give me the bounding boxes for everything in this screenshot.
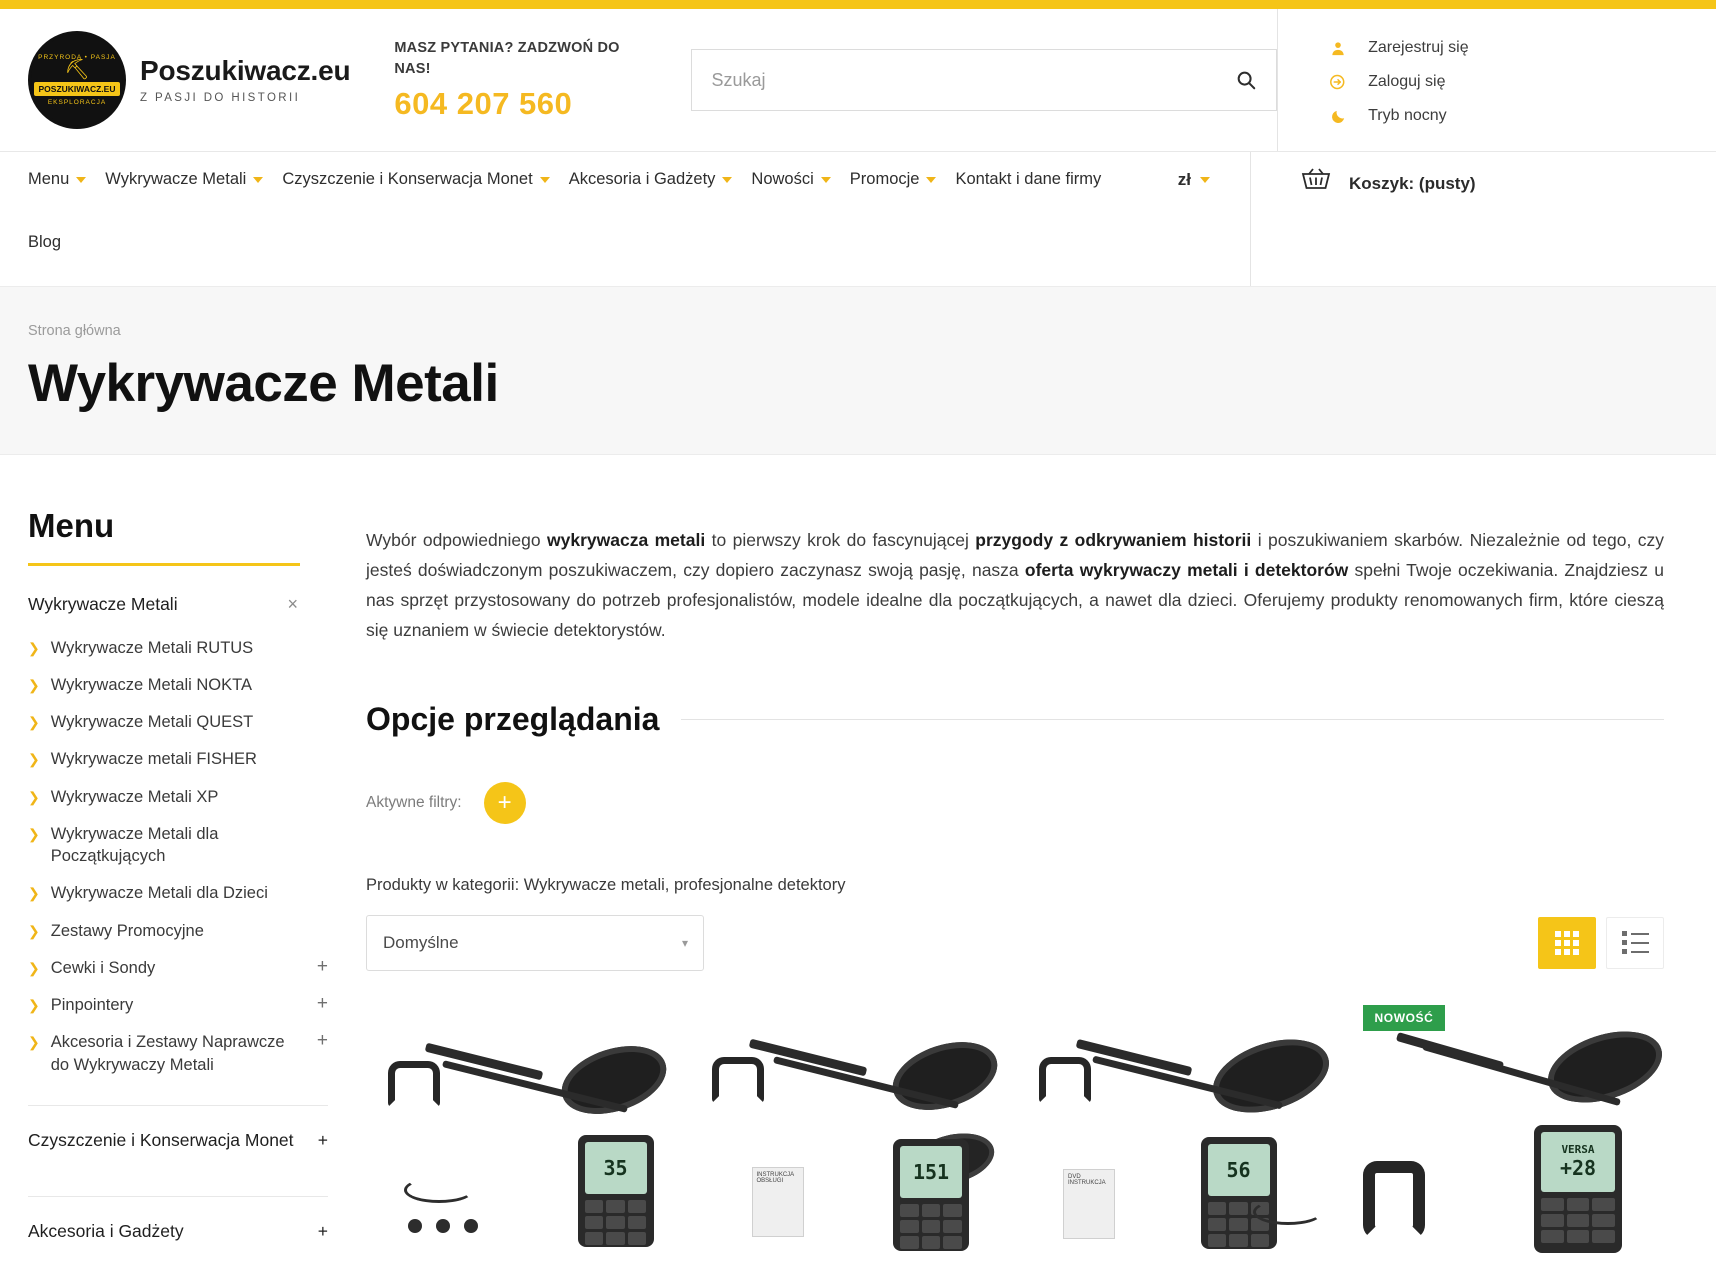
sidebar-links	[28, 629, 328, 1083]
control-value: +28	[1559, 1156, 1597, 1181]
currency-label: zł	[1177, 169, 1191, 189]
nav-label: Akcesoria i Gadżety	[568, 170, 716, 188]
chevron-down-icon	[722, 177, 732, 183]
product-image	[366, 1005, 676, 1255]
brand-tagline: Z PASJI DO HISTORII	[140, 92, 301, 105]
browsing-options-header	[366, 701, 1664, 738]
sidebar-item-fisher[interactable]	[28, 741, 328, 778]
accessory-part	[464, 1219, 478, 1233]
login-link[interactable]	[1328, 65, 1716, 99]
page-title-band	[0, 286, 1716, 455]
logo-detector-icon: ⛏	[64, 59, 90, 81]
cart-button[interactable]	[1301, 168, 1476, 199]
chevron-right-icon: ❯	[28, 639, 40, 656]
sidebar-category-akcesoria[interactable]	[28, 1197, 328, 1265]
intro-part-bold: wykrywacza metali	[547, 529, 706, 550]
control-screen	[1541, 1132, 1615, 1192]
add-filter-button[interactable]: +	[484, 782, 526, 824]
sidebar-item-zestawy-promocyjne[interactable]	[28, 912, 328, 949]
sidebar-category-label: Akcesoria i Gadżety	[28, 1221, 184, 1242]
sidebar-item-rutus[interactable]	[28, 629, 328, 666]
intro-part: to pierwszy krok do fascynującej	[705, 529, 976, 550]
list-view-icon	[1622, 931, 1649, 954]
product-card[interactable]	[1355, 1005, 1665, 1255]
nav-items	[0, 152, 1250, 286]
armrest	[1039, 1057, 1091, 1103]
page-body	[0, 455, 1716, 1265]
top-accent-bar	[0, 0, 1716, 9]
sort-select-wrap[interactable]	[366, 915, 704, 971]
control-screen: 151	[900, 1146, 962, 1198]
list-view-button[interactable]	[1606, 917, 1664, 969]
contact-phone[interactable]: 604 207 560	[394, 86, 573, 122]
control-box	[893, 1139, 969, 1251]
sidebar-item-label: Wykrywacze Metali dla Początkujących	[50, 824, 219, 866]
chevron-down-icon	[76, 177, 86, 183]
product-grid	[366, 1005, 1664, 1255]
section-title: Opcje przeglądania	[366, 700, 660, 737]
nav-label: Wykrywacze Metali	[105, 170, 247, 188]
cable-accessory	[1253, 1199, 1323, 1225]
nav-item-kontakt[interactable]	[955, 152, 1120, 207]
chevron-right-icon: ❯	[28, 1034, 40, 1051]
metal-detector-illustration	[366, 1005, 676, 1255]
register-link[interactable]	[1328, 31, 1716, 65]
brand-name: Poszukiwacz.eu	[140, 54, 351, 86]
intro-part-bold: przygody z odkrywaniem historii	[975, 529, 1252, 550]
upper-shaft	[1395, 1032, 1503, 1071]
user-icon	[1328, 40, 1348, 57]
chevron-right-icon: ❯	[28, 825, 40, 842]
search-input[interactable]	[692, 50, 1277, 110]
expand-icon[interactable]: +	[317, 1130, 328, 1151]
sidebar-item-label: Wykrywacze Metali RUTUS	[50, 638, 254, 657]
search-box[interactable]	[691, 49, 1278, 111]
metal-detector-illustration	[1355, 1005, 1665, 1255]
product-card[interactable]	[1025, 1005, 1335, 1255]
site-header	[0, 9, 1716, 151]
cable-accessory	[404, 1177, 474, 1203]
nav-item-promocje[interactable]	[850, 152, 956, 207]
sidebar-item-label: Zestawy Promocyjne	[50, 921, 204, 940]
chevron-down-icon	[821, 177, 831, 183]
sidebar-item-xp[interactable]	[28, 778, 328, 815]
cart-label: Koszyk: (pusty)	[1349, 173, 1476, 193]
metal-detector-illustration	[696, 1005, 1006, 1255]
search-icon	[1235, 69, 1257, 91]
breadcrumb[interactable]: Strona główna	[28, 323, 121, 339]
contact-question: MASZ PYTANIA? ZADZWOŃ DO NAS!	[394, 39, 620, 77]
manual-booklet: DVD INSTRUKCJA	[1063, 1169, 1115, 1239]
basket-icon	[1301, 168, 1331, 199]
sidebar-item-akcesoria-naprawcze[interactable]	[28, 1024, 328, 1084]
search-button[interactable]	[1226, 60, 1266, 100]
sidebar-item-label: Pinpointery	[50, 996, 134, 1015]
manual-booklet: INSTRUKCJA OBSŁUGI	[752, 1167, 804, 1237]
control-screen: 35	[585, 1142, 647, 1194]
sidebar-category-label: Czyszczenie i Konserwacja Monet	[28, 1130, 294, 1151]
search-coil	[1203, 1026, 1334, 1126]
login-label: Zaloguj się	[1368, 73, 1446, 90]
metal-detector-illustration	[1025, 1005, 1335, 1255]
logo-text	[140, 56, 350, 104]
search-coil	[884, 1030, 1005, 1122]
control-screen: 56	[1208, 1144, 1270, 1196]
category-intro-text	[366, 525, 1664, 645]
product-card[interactable]	[696, 1005, 1006, 1255]
chevron-right-icon: ❯	[28, 885, 40, 902]
sidebar-item-label: Wykrywacze Metali XP	[50, 787, 219, 806]
nav-second-row	[28, 207, 1250, 286]
status-badge: NOWOŚĆ	[1363, 1005, 1446, 1031]
grid-view-button[interactable]	[1538, 917, 1596, 969]
chevron-right-icon: ❯	[28, 714, 40, 731]
currency-selector[interactable]	[1178, 170, 1210, 190]
login-icon	[1328, 73, 1348, 91]
nav-item-nowosci[interactable]	[751, 152, 849, 207]
sidebar-item-nokta[interactable]	[28, 666, 328, 703]
sidebar-item-dzieci[interactable]	[28, 875, 328, 912]
section-rule	[681, 719, 1664, 720]
sidebar-item-quest[interactable]	[28, 704, 328, 741]
sidebar-group-label: Wykrywacze Metali	[28, 594, 178, 614]
nav-label: Menu	[28, 170, 70, 188]
nav-label: Czyszczenie i Konserwacja Monet	[282, 170, 533, 188]
chevron-down-icon: ▾	[681, 935, 688, 950]
logo-badge-bottom-text: EKSPLORACJA	[47, 99, 107, 106]
control-keypad	[900, 1204, 962, 1249]
product-image	[1025, 1005, 1335, 1255]
sort-and-view-row	[366, 915, 1664, 971]
night-mode-toggle[interactable]	[1328, 99, 1716, 133]
sidebar-item-pinpointery[interactable]	[28, 987, 328, 1024]
logo-badge-icon	[28, 31, 126, 129]
intro-part: i poszukiwaniem skarbów. Niezależnie od tego, czy jesteś doświadczonym poszukiwaczem, czy dopiero zaczynasz swoją pasję, nasza	[366, 529, 1664, 580]
sidebar-item-label: Wykrywacze metali FISHER	[50, 750, 257, 769]
sidebar-item-label: Wykrywacze Metali dla Dzieci	[50, 884, 268, 903]
cart-panel	[1250, 152, 1716, 286]
logo-badge-top-text: PRZYRODA • PASJA	[38, 54, 116, 61]
control-box	[578, 1135, 654, 1247]
chevron-down-icon	[1200, 177, 1210, 183]
grid-view-icon	[1555, 931, 1579, 955]
armrest	[388, 1061, 440, 1107]
header-left	[0, 9, 1277, 151]
search-area	[691, 49, 1278, 111]
logo-badge-mid-text: POSZUKIWACZ.EU	[34, 82, 121, 96]
close-icon[interactable]: ×	[287, 594, 298, 614]
control-keypad	[585, 1200, 647, 1245]
sidebar-item-cewki-i-sondy[interactable]	[28, 949, 328, 986]
chevron-down-icon	[540, 177, 550, 183]
active-filters-label: Aktywne filtry:	[366, 793, 462, 811]
chevron-right-icon: ❯	[28, 676, 40, 693]
sidebar-item-label: Wykrywacze Metali NOKTA	[50, 675, 252, 694]
sidebar-item-label: Cewki i Sondy	[50, 958, 156, 977]
nav-label: Kontakt i dane firmy	[955, 170, 1102, 188]
armrest	[1363, 1161, 1425, 1239]
product-image	[1355, 1005, 1665, 1255]
expand-icon[interactable]: +	[317, 1221, 328, 1242]
main-navigation	[0, 151, 1716, 286]
chevron-down-icon	[253, 177, 263, 183]
chevron-right-icon: ❯	[28, 751, 40, 768]
contact-block	[394, 38, 630, 122]
intro-part-bold: oferta wykrywaczy metali i detektorów	[1024, 559, 1349, 580]
nav-item-akcesoria[interactable]	[569, 152, 752, 207]
category-products-line: Produkty w kategorii: Wykrywacze metali, profesjonalne detektory	[366, 875, 846, 894]
sidebar-heading: Menu	[28, 507, 115, 544]
nav-label: Promocje	[849, 170, 920, 188]
intro-part: spełni Twoje oczekiwania. Znajdziesz u nas sprzęt przystosowany do potrzeb profesjonalistów, modele idealne dla początkujących, a nawet dla dzieci. Oferujemy produkty renomowanych firm, które cieszą się uznaniem w świecie detektorystów.	[366, 559, 1664, 640]
sidebar-item-poczatkujacy[interactable]	[28, 815, 328, 875]
expand-icon[interactable]: +	[316, 955, 328, 977]
product-card[interactable]	[366, 1005, 676, 1255]
register-label: Zarejestruj się	[1368, 39, 1469, 56]
chevron-right-icon: ❯	[28, 997, 40, 1014]
chevron-right-icon: ❯	[28, 788, 40, 805]
sort-select[interactable]	[366, 915, 704, 971]
night-mode-label: Tryb nocny	[1368, 107, 1447, 124]
main-content	[328, 455, 1716, 1255]
nav-label: Nowości	[751, 170, 814, 188]
expand-icon[interactable]: +	[316, 1030, 328, 1052]
accessory-part	[436, 1219, 450, 1233]
sidebar-item-label: Akcesoria i Zestawy Naprawcze do Wykrywaczy Metali	[50, 1033, 285, 1074]
chevron-right-icon: ❯	[28, 922, 40, 939]
control-brand: VERSA	[1561, 1143, 1595, 1157]
nav-item-blog[interactable]	[28, 215, 1250, 270]
armrest	[712, 1057, 764, 1103]
view-toggle	[1538, 917, 1664, 969]
chevron-right-icon: ❯	[28, 959, 40, 976]
active-filters-row	[366, 782, 1664, 824]
nav-item-wykrywacze-metali[interactable]	[105, 152, 282, 207]
control-box	[1534, 1125, 1622, 1253]
moon-icon	[1328, 108, 1348, 125]
intro-part: Wybór odpowiedniego	[366, 529, 548, 550]
chevron-down-icon	[926, 177, 936, 183]
sidebar-group-wykrywacze-metali[interactable]	[28, 566, 328, 629]
sidebar-category-czyszczenie[interactable]	[28, 1106, 328, 1174]
control-box	[1201, 1137, 1277, 1249]
accessory-part	[408, 1219, 422, 1233]
search-coil	[553, 1034, 675, 1126]
nav-item-menu[interactable]	[28, 152, 105, 207]
sidebar	[0, 455, 328, 1265]
nav-label: Blog	[28, 233, 62, 251]
nav-item-czyszczenie[interactable]	[282, 152, 568, 207]
control-keypad	[1541, 1198, 1615, 1243]
site-logo[interactable]	[28, 31, 350, 129]
expand-icon[interactable]: +	[316, 993, 328, 1015]
sidebar-item-label: Wykrywacze Metali QUEST	[50, 713, 254, 732]
product-image	[696, 1005, 1006, 1255]
page-title: Wykrywacze Metali	[28, 354, 499, 413]
account-panel	[1277, 9, 1716, 151]
